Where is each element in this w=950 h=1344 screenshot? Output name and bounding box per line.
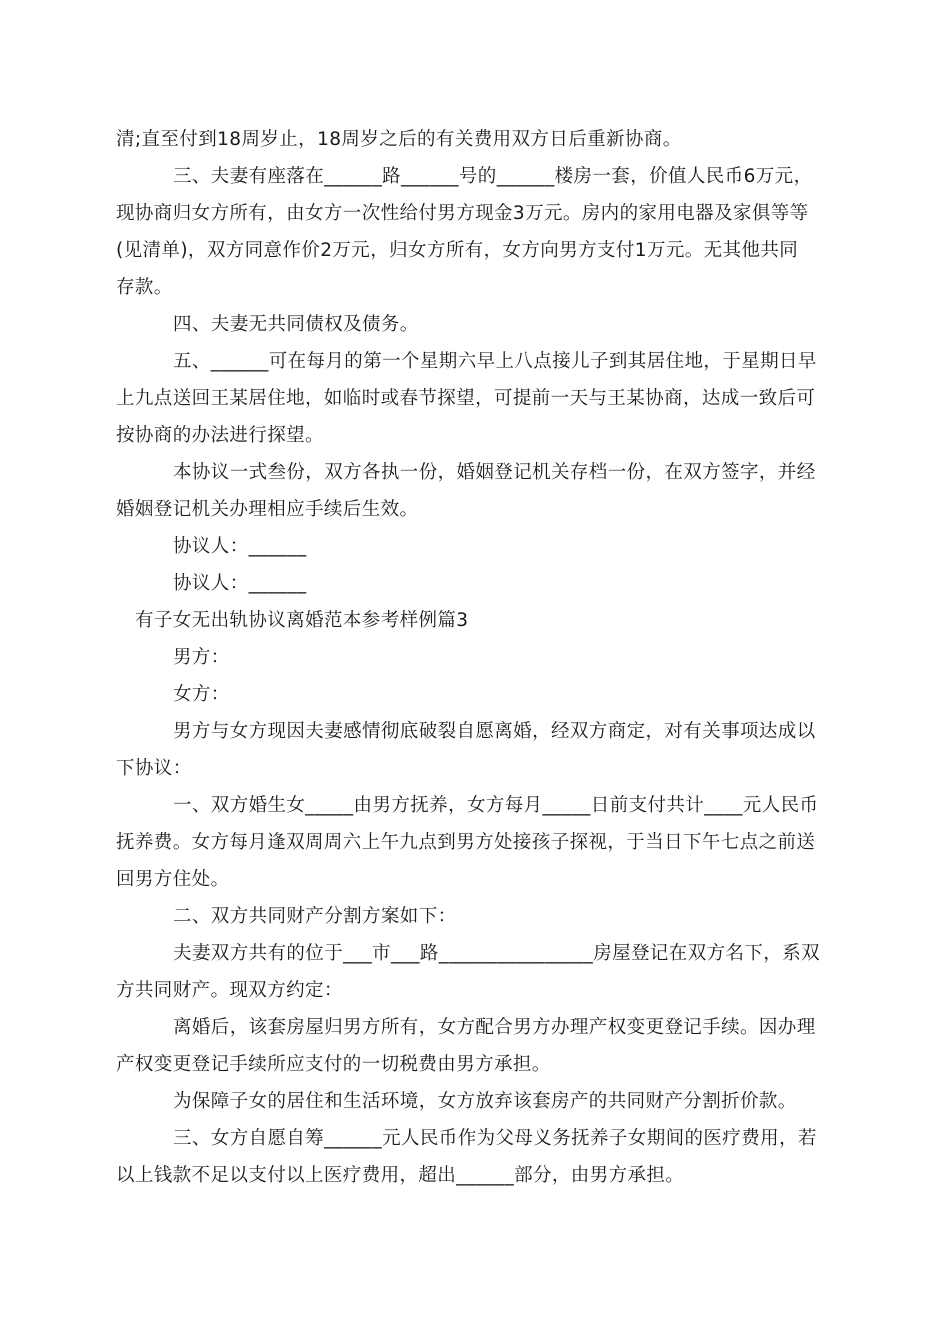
- party-line: 男方：: [173, 647, 230, 668]
- text-line: 五、______可在每月的第一个星期六早上八点接儿子到其居住地，于星期日早: [173, 351, 817, 372]
- text-line: 现协商归女方所有，由女方一次性给付男方现金3万元。房内的家用电器及家俱等等: [116, 203, 809, 224]
- text-line: 清;直至付到18周岁止，18周岁之后的有关费用双方日后重新协商。: [116, 129, 682, 150]
- text-line: 以上钱款不足以支付以上医疗费用，超出______部分，由男方承担。: [116, 1165, 685, 1186]
- party-line: 女方：: [173, 684, 230, 705]
- text-line: (见清单)，双方同意作价2万元，归女方所有，女方向男方支付1万元。无其他共同: [116, 240, 799, 261]
- text-line: 离婚后，该套房屋归男方所有，女方配合男方办理产权变更登记手续。因办理: [173, 1017, 816, 1038]
- text-line: 二、双方共同财产分割方案如下：: [173, 906, 457, 927]
- text-line: 四、夫妻无共同债权及债务。: [173, 314, 419, 335]
- text-line: 产权变更登记手续所应支付的一切税费由男方承担。: [116, 1054, 551, 1075]
- text-line: 上九点送回王某居住地，如临时或春节探望，可提前一天与王某协商，达成一致后可: [116, 388, 816, 409]
- text-line: 一、双方婚生女_____由男方抚养，女方每月_____日前支付共计____元人民币: [173, 795, 819, 816]
- text-line: 三、女方自愿自筹______元人民币作为父母义务抚养子女期间的医疗费用，若: [173, 1128, 817, 1149]
- text-line: 下协议：: [116, 758, 192, 779]
- text-line: 夫妻双方共有的位于___市___路________________房屋登记在双方名下，系双: [173, 943, 821, 964]
- signature-line: 协议人：______: [173, 536, 307, 557]
- text-line: 三、夫妻有座落在______路______号的______楼房一套，价值人民币6万元，: [173, 166, 813, 187]
- text-line: 男方与女方现因夫妻感情彻底破裂自愿离婚，经双方商定，对有关事项达成以: [173, 721, 816, 742]
- signature-line: 协议人：______: [173, 573, 307, 594]
- text-line: 回男方住处。: [116, 869, 230, 890]
- text-line: 婚姻登记机关办理相应手续后生效。: [116, 499, 419, 520]
- text-line: 按协商的办法进行探望。: [116, 425, 324, 446]
- text-line: 抚养费。女方每月逢双周周六上午九点到男方处接孩子探视，于当日下午七点之前送: [116, 832, 816, 853]
- text-line: 为保障子女的居住和生活环境，女方放弃该套房产的共同财产分割折价款。: [173, 1091, 797, 1112]
- section-title: 有子女无出轨协议离婚范本参考样例篇3: [135, 610, 469, 631]
- text-line: 方共同财产。现双方约定：: [116, 980, 343, 1001]
- text-line: 本协议一式叁份，双方各执一份，婚姻登记机关存档一份，在双方签字，并经: [173, 462, 816, 483]
- text-line: 存款。: [116, 277, 173, 298]
